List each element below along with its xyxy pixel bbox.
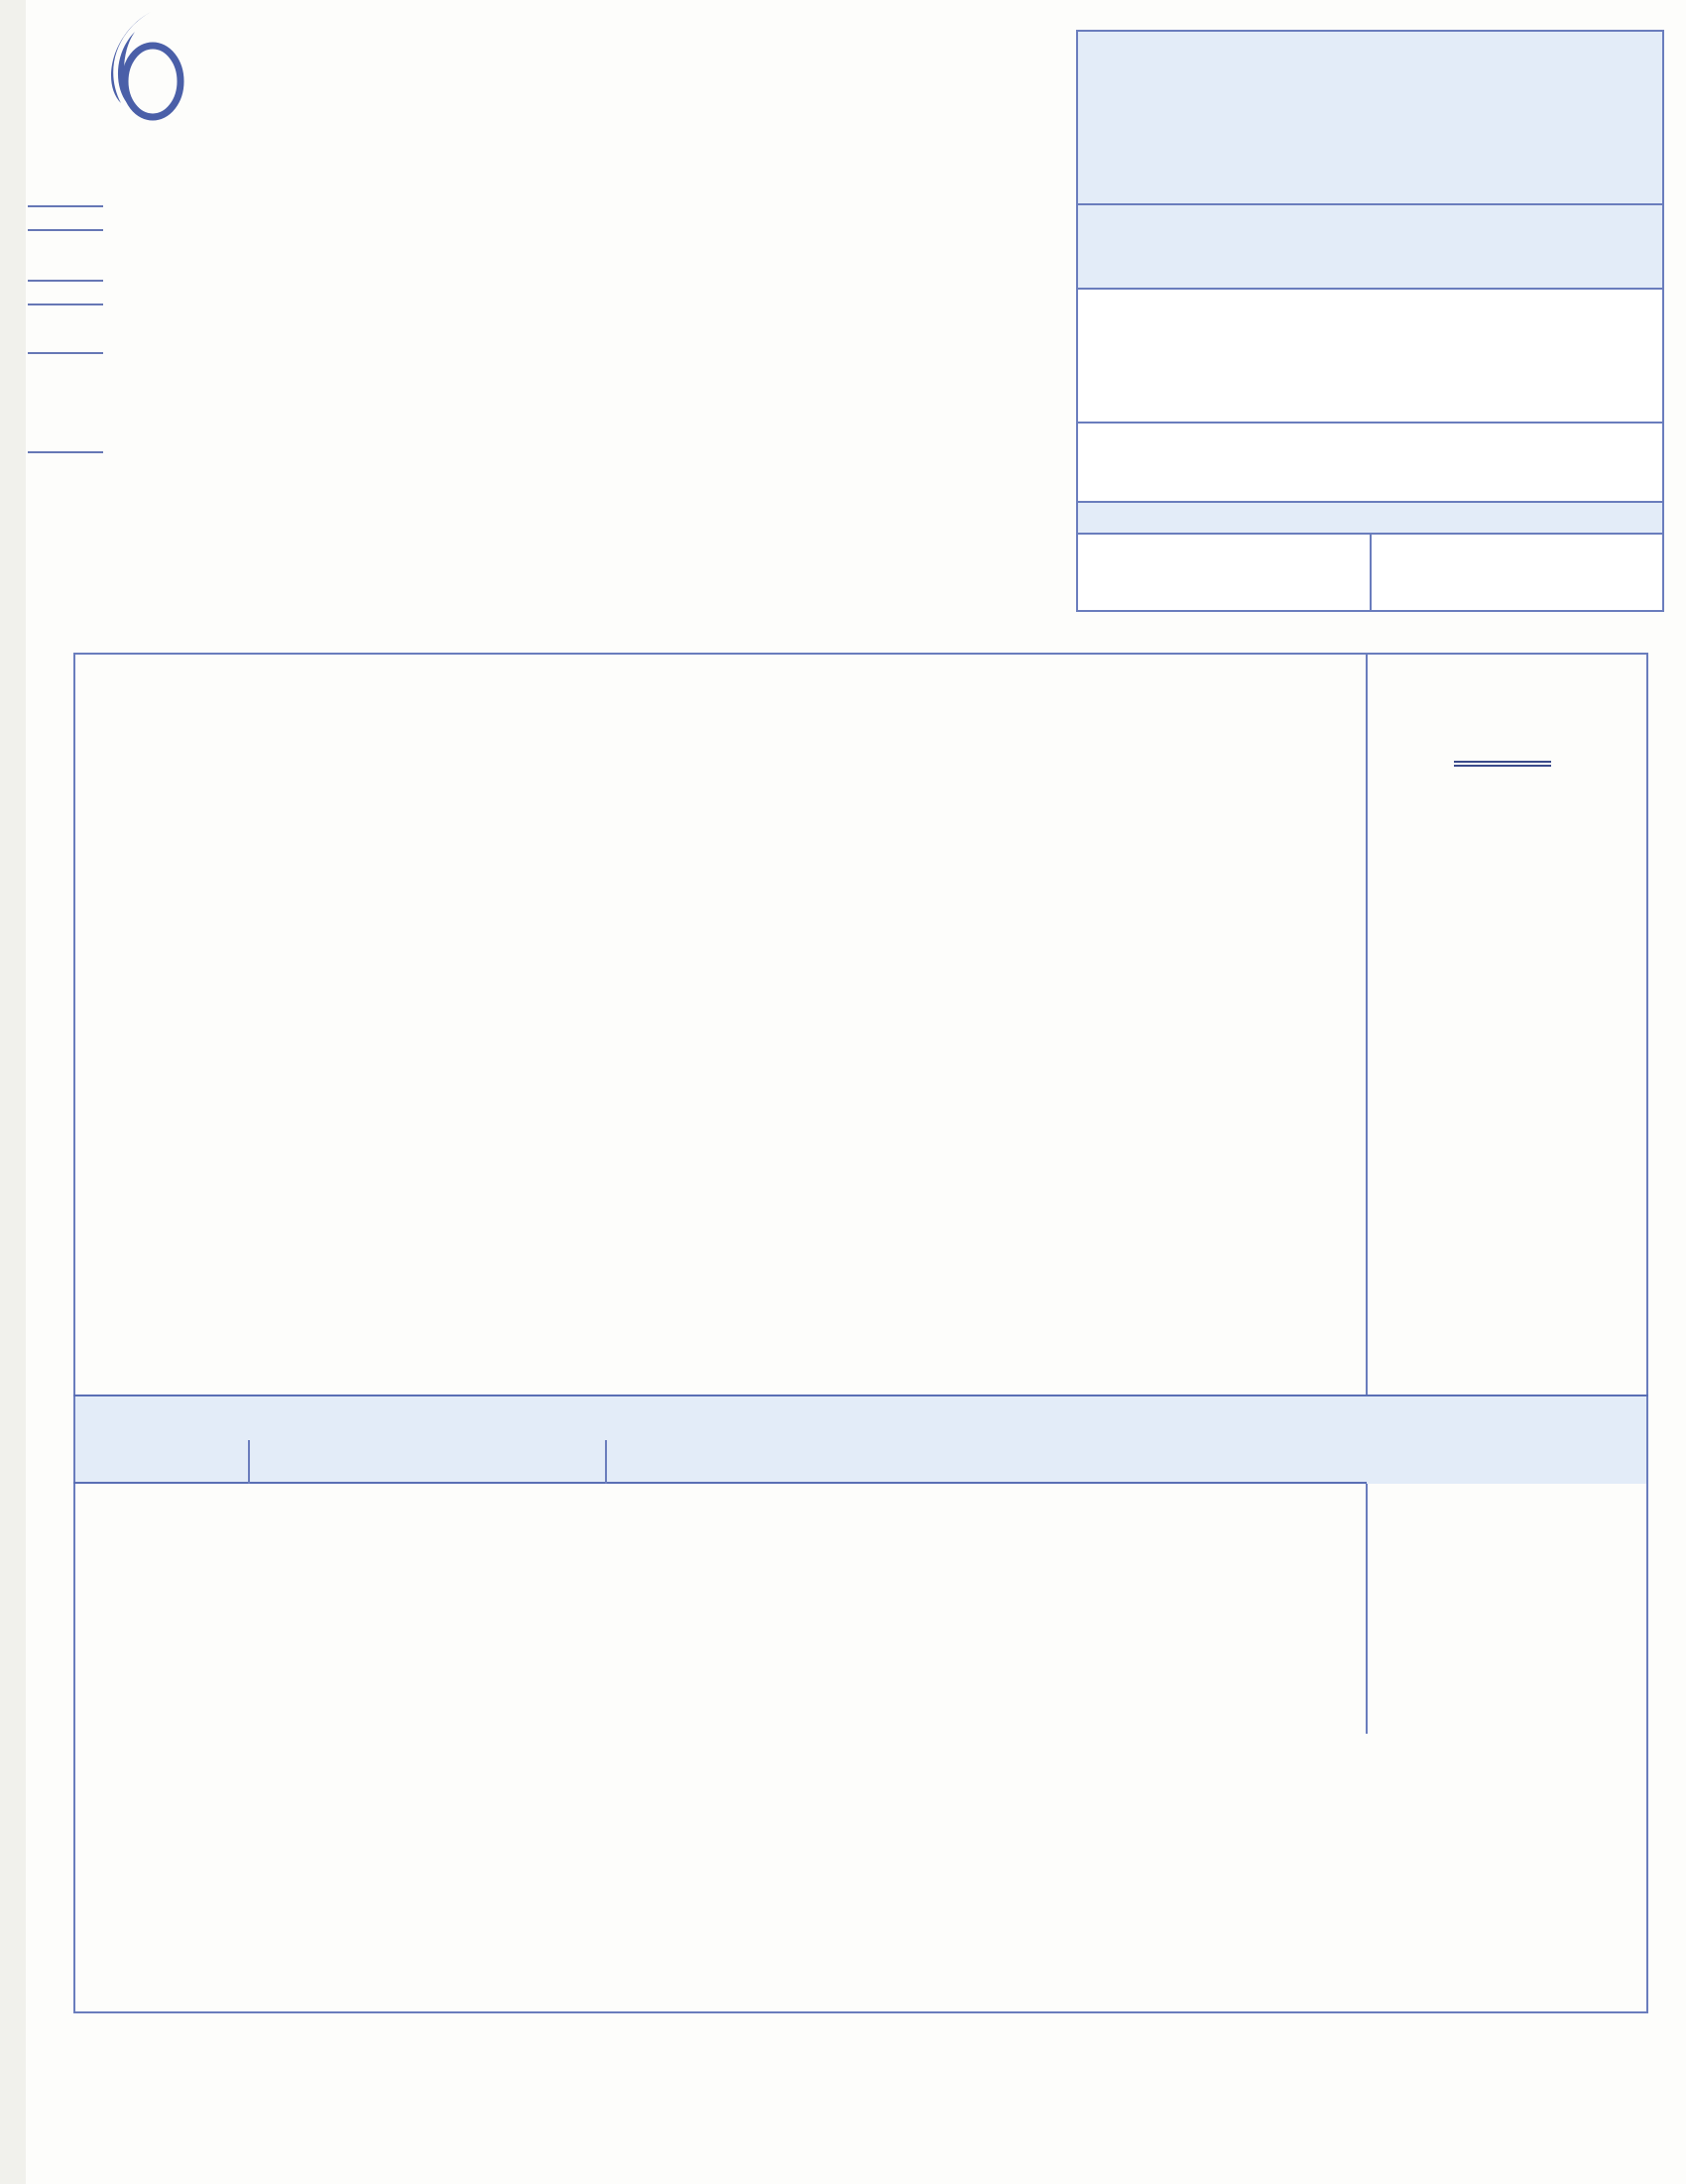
ottawa-logo (91, 4, 369, 123)
col-divider (605, 1440, 607, 1484)
paper-edge (0, 0, 26, 2184)
billing-period-from (1076, 533, 1372, 612)
fold-mark (28, 303, 103, 305)
col-divider (248, 1440, 250, 1484)
service-address-box (1076, 288, 1664, 424)
fold-mark (28, 205, 103, 207)
contact-box (1076, 30, 1664, 205)
subtotal-rule (1454, 765, 1551, 767)
billing-code-box (1076, 203, 1664, 290)
billing-period-to (1370, 533, 1664, 612)
bill-main-frame (73, 653, 1648, 2013)
billing-period-header (1076, 501, 1664, 535)
mail-barcode (354, 273, 751, 303)
account-box (1076, 422, 1664, 503)
fold-mark (28, 229, 103, 231)
history-header-rule (73, 1482, 1367, 1484)
fold-mark (28, 280, 103, 282)
ottawa-swoosh-icon (91, 4, 369, 123)
subtotal-rule (1454, 761, 1551, 763)
history-header-band (75, 1396, 1646, 1484)
fold-mark (28, 352, 103, 354)
amount-column-divider (1366, 653, 1368, 1734)
fold-mark (28, 451, 103, 453)
history-top-rule (73, 1395, 1648, 1396)
